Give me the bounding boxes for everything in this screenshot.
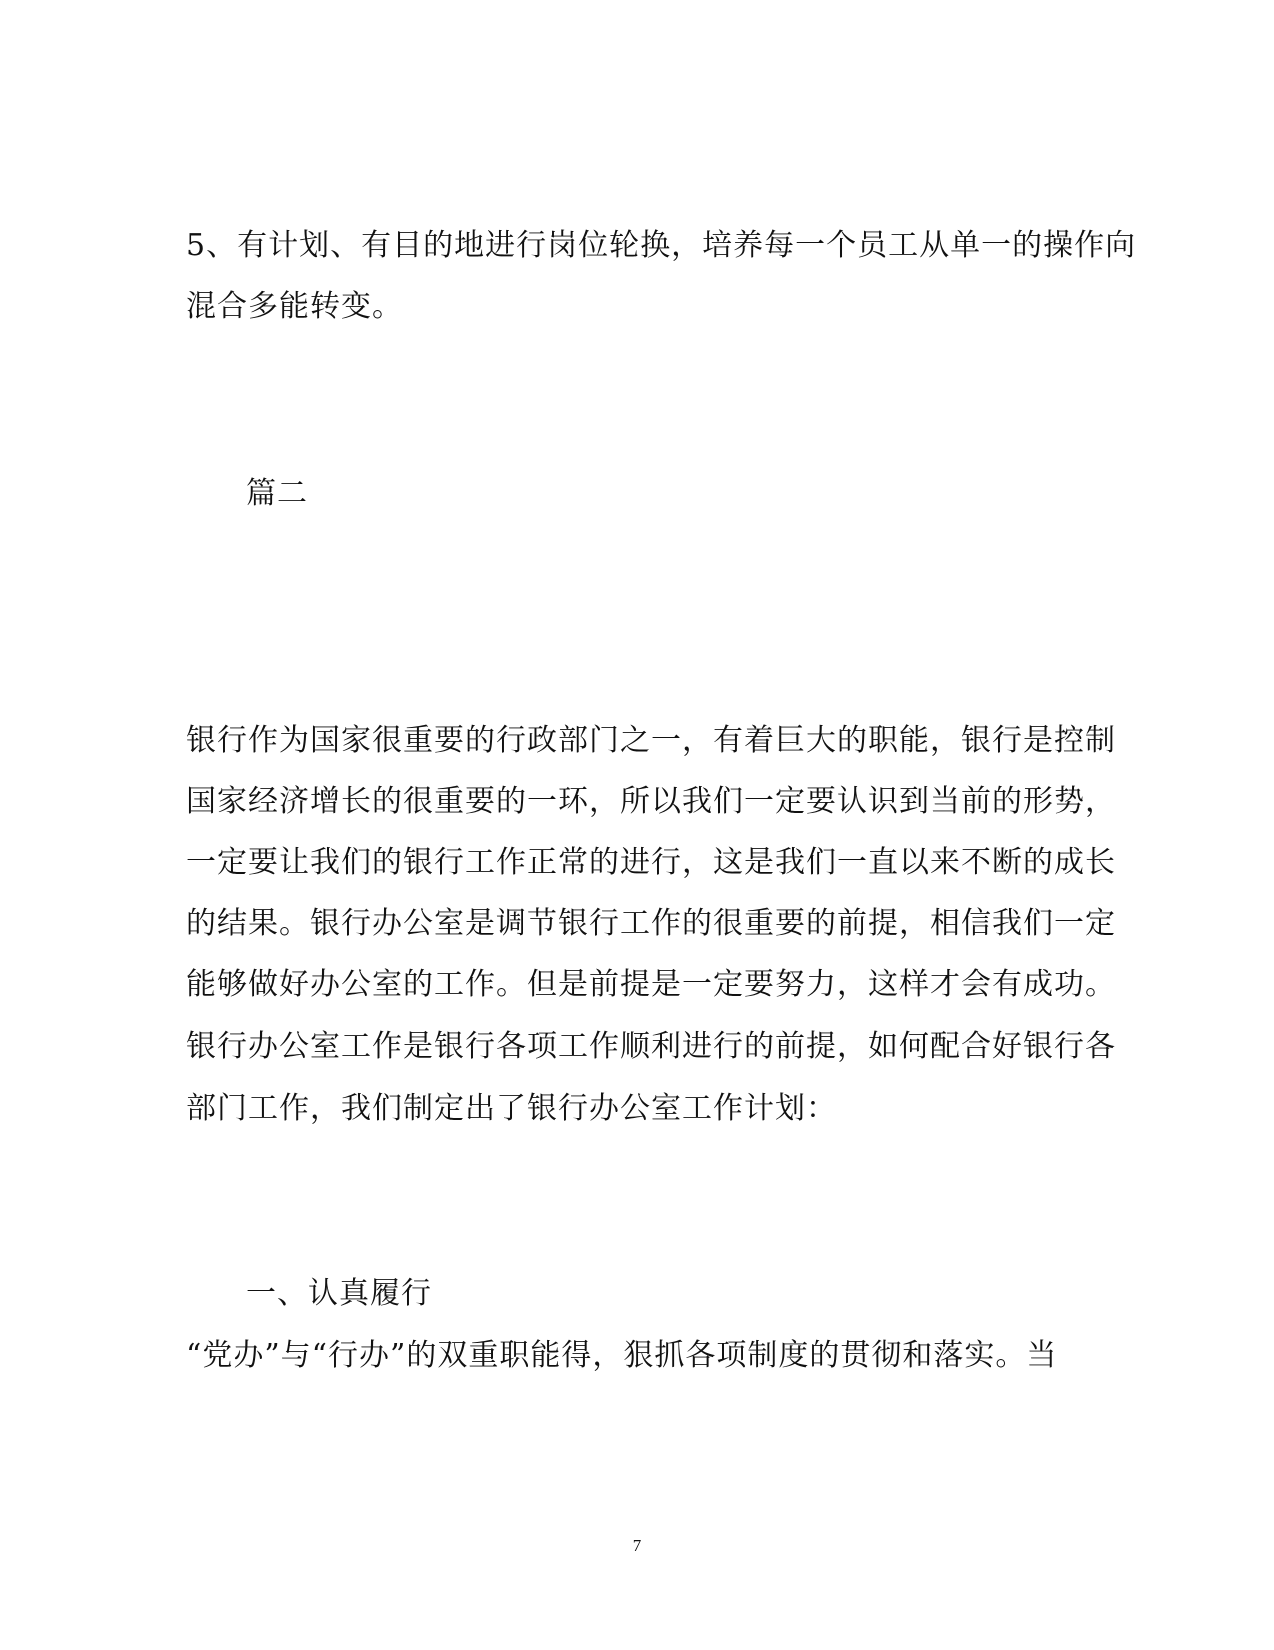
paragraph-line: 部门工作，我们制定出了银行办公室工作计划： xyxy=(186,1091,837,1126)
section-heading: 篇二 xyxy=(246,476,308,511)
paragraph-line: 混合多能转变。 xyxy=(186,289,403,324)
page-number: 7 xyxy=(632,1536,642,1555)
paragraph-line: 一定要让我们的银行工作正常的进行，这是我们一直以来不断的成长 xyxy=(186,845,1116,880)
paragraph-line: 银行作为国家很重要的行政部门之一，有着巨大的职能，银行是控制 xyxy=(186,723,1116,758)
paragraph-line: “党办”与“行办”的双重职能得，狠抓各项制度的贯彻和落实。当 xyxy=(186,1338,1058,1373)
paragraph-line: 5、有计划、有目的地进行岗位轮换，培养每一个员工从单一的操作向 xyxy=(186,228,1137,263)
paragraph-line: 国家经济增长的很重要的一环，所以我们一定要认识到当前的形势， xyxy=(186,784,1116,819)
paragraph-line: 银行办公室工作是银行各项工作顺利进行的前提，如何配合好银行各 xyxy=(186,1029,1116,1064)
paragraph-line: 的结果。银行办公室是调节银行工作的很重要的前提，相信我们一定 xyxy=(186,906,1116,941)
paragraph-line: 能够做好办公室的工作。但是前提是一定要努力，这样才会有成功。 xyxy=(186,967,1116,1002)
item-heading: 一、认真履行 xyxy=(246,1276,432,1311)
